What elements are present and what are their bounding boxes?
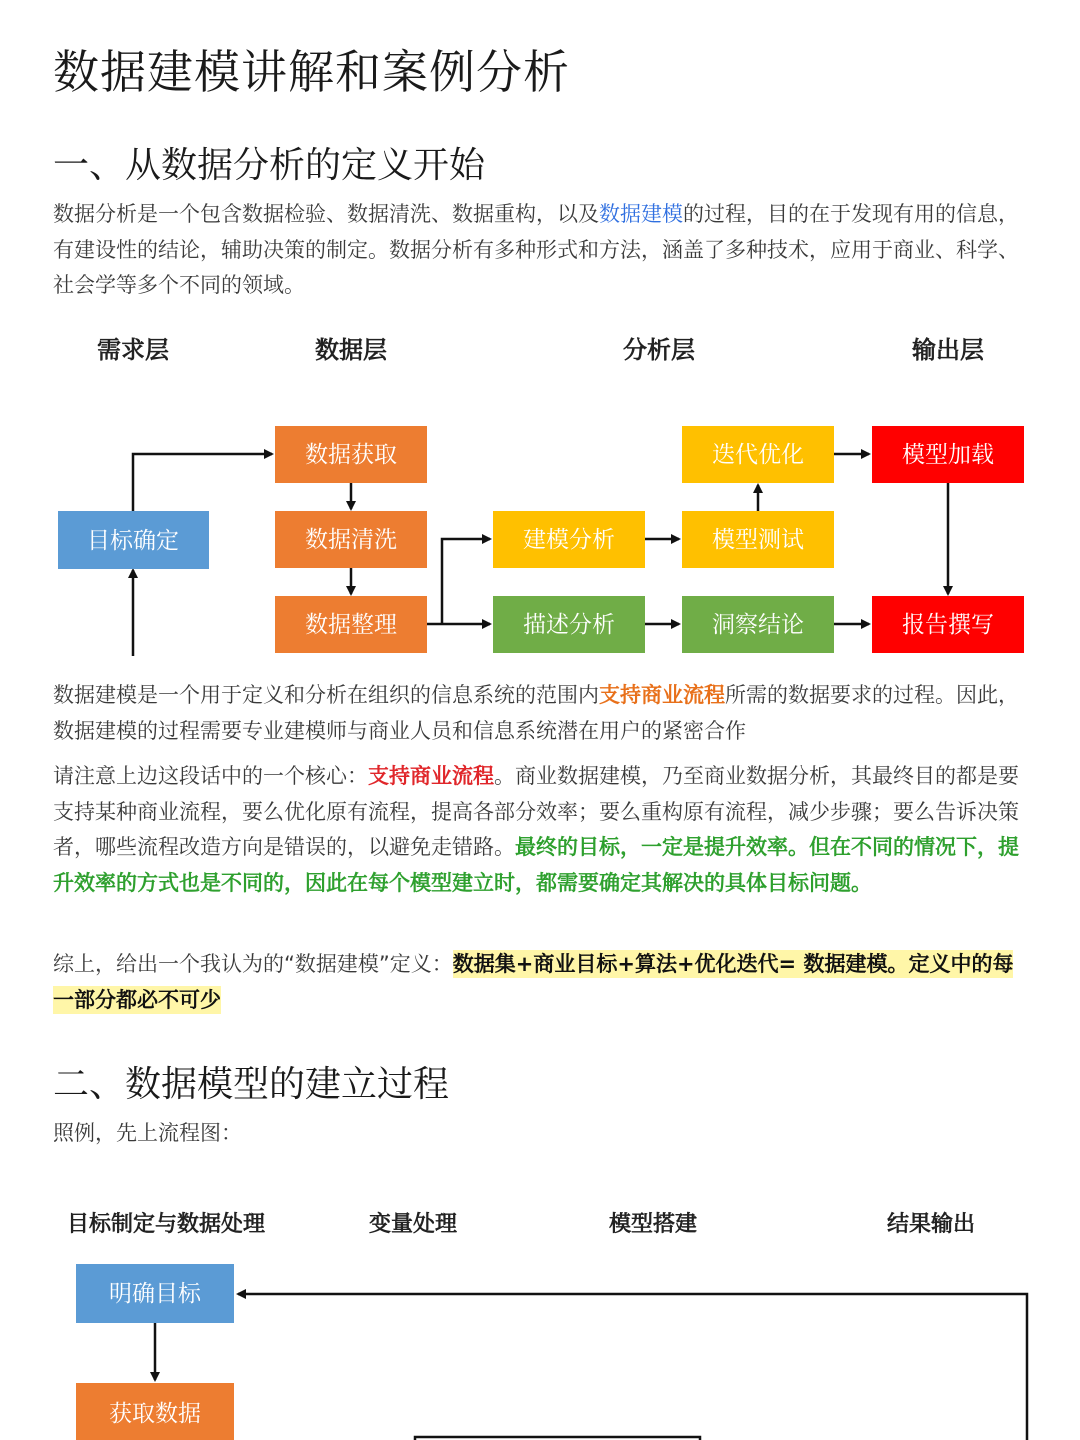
box-insight [682, 596, 834, 653]
feedback-arrow-to-clarify-goal [238, 1294, 1027, 1440]
section2-heading: 二、数据模型的建立过程 [53, 1064, 450, 1105]
p1-text-pre: 数据分析是一个包含数据检验、数据清洗、数据重构，以及 [53, 202, 599, 226]
p2-highlight: 支持商业流程 [599, 683, 725, 707]
box-report [872, 596, 1024, 653]
p3-green-highlight: 最终的目标，一定是提升效率。但在不同的情况下，提升效率的方式也是不同的，因此在每个模型建立时，都需要确定其解决的具体目标问题。 [53, 835, 1019, 895]
box-model-test-label: 模型测试 [712, 527, 804, 553]
p3-text-pre: 请注意上边这段话中的一个核心： [53, 764, 368, 788]
box-clarify-goal-label: 明确目标 [109, 1281, 201, 1307]
box-goal [58, 511, 209, 569]
paragraph-definition [53, 197, 1028, 304]
box-model-load-label: 模型加载 [902, 442, 994, 468]
paragraph-summary [53, 947, 1028, 1018]
box-report-label: 报告撰写 [902, 612, 994, 638]
layer-label-result-output: 结果输出 [886, 1212, 976, 1237]
arrow-organize-to-model [442, 539, 490, 624]
layer-label-demand: 需求层 [97, 336, 169, 364]
box-get-data [76, 1383, 234, 1440]
box-goal-label: 目标确定 [87, 528, 179, 554]
box-model-analysis-label: 建模分析 [523, 527, 615, 553]
box-insight-label: 洞察结论 [712, 612, 804, 638]
box-organize [275, 596, 427, 653]
box-model-analysis [493, 511, 645, 568]
layer-label-output: 输出层 [912, 336, 984, 364]
layer-label-model-build: 模型搭建 [608, 1212, 698, 1237]
data-modeling-link[interactable]: 数据建模 [599, 202, 683, 226]
analysis-flow-diagram [0, 318, 1080, 658]
box-acquire [275, 426, 427, 483]
p3-red-highlight: 支持商业流程 [368, 764, 494, 788]
box-get-data-label: 获取数据 [109, 1401, 201, 1427]
layer-label-variables: 变量处理 [368, 1212, 458, 1237]
p2-text-post: 所需的数据要求的过程。因此，数据建模的过程需要专业建模师与商业人员和信息系统潜在用户的紧密合作 [53, 683, 1019, 743]
p1-text-post: 的过程，目的在于发现有用的信息，有建设性的结论，辅助决策的制定。数据分析有多种形式和方法，涵盖了多种技术，应用于商业、科学、社会学等多个不同的领域。 [53, 202, 1019, 297]
box-clean-label: 数据清洗 [305, 527, 397, 553]
paragraph-intro: 照例，先上流程图： [53, 1121, 242, 1145]
paragraph-core [53, 759, 1028, 901]
box-model-test [682, 511, 834, 568]
p4-highlight: 数据集+商业目标+算法+优化迭代= 数据建模。定义中的每一部分都必不可少 [53, 952, 1014, 1012]
box-desc-analysis [493, 596, 645, 653]
box-clarify-goal [76, 1264, 234, 1323]
paragraph-modeling [53, 678, 1028, 749]
page-title: 数据建模讲解和案例分析 [53, 45, 570, 99]
box-iterate [682, 426, 834, 483]
layer-label-data: 数据层 [315, 336, 387, 364]
box-model-load [872, 426, 1024, 483]
arrow-goal-to-acquire [133, 454, 272, 511]
p4-text-pre: 综上，给出一个我认为的“数据建模”定义： [53, 952, 453, 976]
model-building-flow-diagram [0, 1190, 1080, 1440]
section1-heading: 一、从数据分析的定义开始 [53, 145, 486, 186]
box-clean [275, 511, 427, 568]
p2-text-pre: 数据建模是一个用于定义和分析在组织的信息系统的范围内 [53, 683, 599, 707]
p3-text-mid: 。商业数据建模，乃至商业数据分析，其最终目的都是要支持某种商业流程，要么优化原有流程，提高各部分效率；要么重构原有流程，减少步骤；要么告诉决策者，哪些流程改造方向是错误的，以避免走错路。 [53, 764, 1019, 859]
box-iterate-label: 迭代优化 [712, 442, 804, 468]
box-acquire-label: 数据获取 [305, 442, 397, 468]
box-organize-label: 数据整理 [305, 612, 397, 638]
box-desc-analysis-label: 描述分析 [523, 612, 615, 638]
layer-label-analysis: 分析层 [623, 336, 695, 364]
layer-label-goal-data: 目标制定与数据处理 [66, 1212, 266, 1237]
